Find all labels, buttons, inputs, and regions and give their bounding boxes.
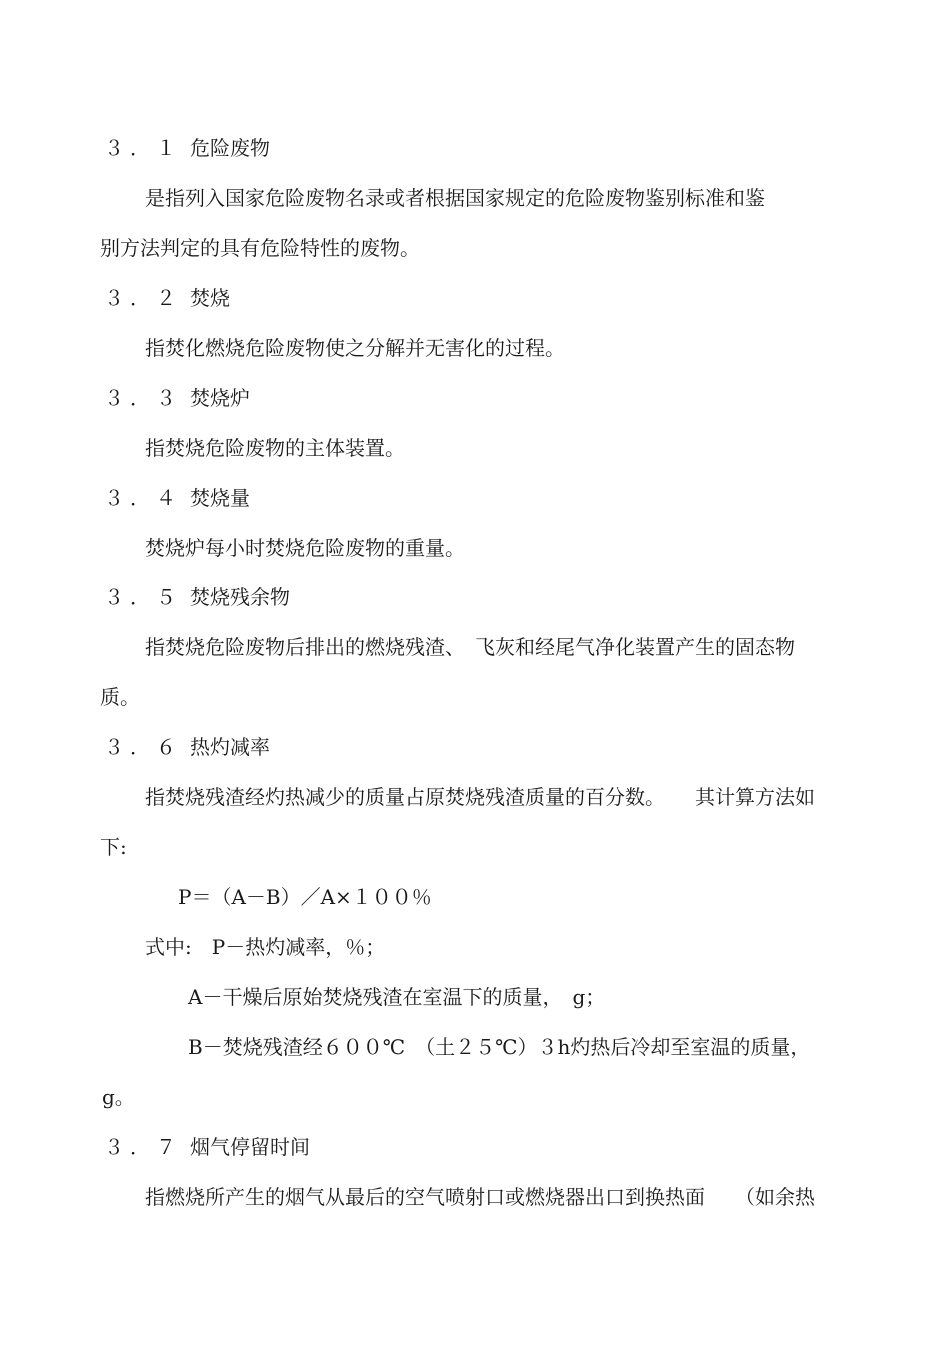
section-number: ３．６ — [104, 735, 182, 759]
paragraph-line: 指焚烧危险废物后排出的燃烧残渣、 飞灰和经尾气净化装置产生的固态物 — [145, 635, 795, 659]
section-title: 焚烧炉 — [190, 386, 250, 410]
paragraph-line: 质。 — [100, 685, 140, 709]
section-title: 焚烧 — [190, 286, 230, 310]
formula: P＝（A－B）／A×１００％ — [178, 885, 432, 909]
section-number: ３．３ — [104, 386, 182, 410]
section-number: ３．２ — [104, 286, 182, 310]
section-number: ３．５ — [104, 585, 182, 609]
paragraph-line: 焚烧炉每小时焚烧危险废物的重量。 — [145, 536, 465, 560]
section-number: ３．７ — [104, 1135, 182, 1159]
section-3-6-heading — [104, 734, 270, 760]
variable-b-definition-cont: g。 — [102, 1085, 135, 1109]
section-3-4-heading — [104, 485, 250, 511]
section-3-3-heading — [104, 385, 250, 411]
paragraph-line: 指焚烧危险废物的主体装置。 — [145, 436, 405, 460]
section-number: ３．１ — [104, 136, 182, 160]
section-3-1-heading — [104, 135, 270, 161]
section-3-7-heading — [104, 1134, 310, 1160]
variable-b-definition: B－焚烧残渣经６００℃ （土２５℃）３h灼热后冷却至室温的质量， — [188, 1035, 811, 1059]
paragraph-line: 别方法判定的具有危险特性的废物。 — [100, 236, 420, 260]
section-number: ３．４ — [104, 486, 182, 510]
paragraph-line: 指焚烧残渣经灼热减少的质量占原焚烧残渣质量的百分数。 其计算方法如 — [145, 785, 815, 809]
paragraph-line: 指燃烧所产生的烟气从最后的空气喷射口或燃烧器出口到换热面 （如余热 — [145, 1185, 815, 1209]
section-title: 烟气停留时间 — [190, 1135, 310, 1159]
formula-where: 式中: P－热灼减率，％； — [145, 935, 386, 959]
section-3-2-heading — [104, 285, 230, 311]
paragraph-line: 下: — [100, 835, 127, 859]
paragraph-line: 是指列入国家危险废物名录或者根据国家规定的危险废物鉴别标准和鉴 — [145, 186, 765, 210]
variable-a-definition: A－干燥后原始焚烧残渣在室温下的质量， g； — [188, 985, 606, 1009]
section-title: 危险废物 — [190, 136, 270, 160]
section-title: 焚烧残余物 — [190, 585, 290, 609]
paragraph-line: 指焚化燃烧危险废物使之分解并无害化的过程。 — [145, 336, 565, 360]
section-3-5-heading — [104, 584, 290, 610]
section-title: 焚烧量 — [190, 486, 250, 510]
section-title: 热灼减率 — [190, 735, 270, 759]
